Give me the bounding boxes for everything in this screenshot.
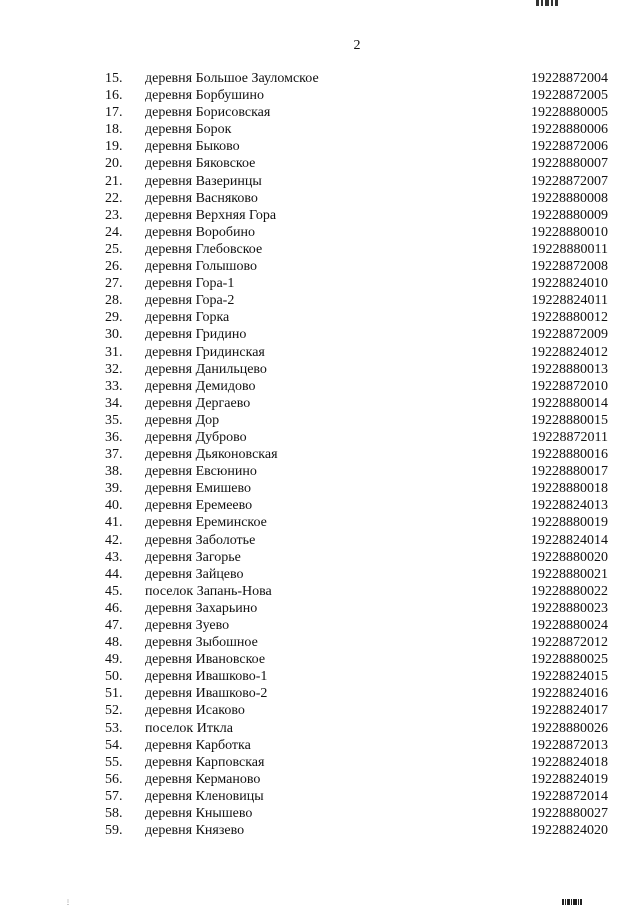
settlement-code: 19228824013 [531, 498, 608, 514]
settlement-code: 19228872014 [531, 788, 608, 804]
settlement-code: 19228824020 [531, 823, 608, 839]
list-row [0, 480, 640, 497]
list-row [0, 532, 640, 549]
settlement-name: поселок Иткла [145, 720, 233, 736]
list-row [0, 805, 640, 822]
settlement-name: деревня Евсюнино [145, 464, 257, 480]
settlement-code: 19228824017 [531, 703, 608, 719]
row-number: 56. [105, 771, 123, 787]
row-number: 38. [105, 464, 123, 480]
settlement-name: деревня Керманово [145, 771, 261, 787]
row-number: 16. [105, 88, 123, 104]
list-row [0, 822, 640, 839]
row-number: 15. [105, 71, 123, 86]
scan-artifact-dots: ⋮ [65, 900, 71, 906]
settlement-code: 19228880025 [531, 652, 608, 668]
row-number: 36. [105, 429, 123, 445]
settlement-name: деревня Карповская [145, 754, 265, 770]
list-row [0, 549, 640, 566]
settlement-code: 19228880016 [531, 447, 608, 463]
list-row [0, 634, 640, 651]
row-number: 42. [105, 532, 123, 548]
row-number: 46. [105, 600, 123, 616]
list-row [0, 361, 640, 378]
row-number: 30. [105, 327, 123, 343]
list-row [0, 138, 640, 155]
settlement-name: деревня Князево [145, 823, 245, 839]
page-number: 2 [353, 38, 361, 53]
row-number: 22. [105, 190, 123, 206]
list-row [0, 771, 640, 788]
settlement-name: деревня Ивановское [145, 652, 266, 668]
settlement-code: 19228872008 [531, 259, 608, 275]
settlement-code: 19228824010 [531, 276, 608, 292]
row-number: 24. [105, 224, 123, 240]
settlement-name: деревня Борок [145, 122, 232, 138]
list-row [0, 429, 640, 446]
settlement-name: деревня Захарьино [145, 600, 258, 616]
row-number: 26. [105, 259, 123, 275]
settlement-code: 19228824015 [531, 669, 608, 685]
settlement-name: деревня Кленовицы [145, 788, 264, 804]
settlement-list [0, 70, 640, 839]
row-number: 39. [105, 481, 123, 497]
settlement-code: 19228880027 [531, 806, 608, 822]
list-row [0, 514, 640, 531]
list-row [0, 121, 640, 138]
settlement-code: 19228880023 [531, 600, 608, 616]
row-number: 57. [105, 788, 123, 804]
row-number: 28. [105, 293, 123, 309]
list-row [0, 173, 640, 190]
settlement-name: деревня Ивашково-2 [145, 686, 268, 702]
settlement-code: 19228880015 [531, 412, 608, 428]
settlement-code: 19228880005 [531, 105, 608, 121]
row-number: 47. [105, 618, 123, 633]
settlement-name: деревня Борбушино [145, 88, 264, 104]
settlement-name: деревня Большое Зауломское [145, 71, 319, 86]
settlement-code: 19228880026 [531, 720, 608, 736]
settlement-code: 19228824011 [531, 293, 608, 309]
settlement-code: 19228824016 [531, 686, 608, 702]
settlement-code: 19228824019 [531, 771, 608, 787]
settlement-code: 19228880020 [531, 549, 608, 565]
row-number: 23. [105, 207, 123, 223]
settlement-name: деревня Зуево [145, 618, 230, 633]
settlement-code: 19228880024 [531, 618, 608, 633]
row-number: 44. [105, 566, 123, 582]
list-row [0, 292, 640, 309]
settlement-name: деревня Еремеево [145, 498, 253, 514]
settlement-name: деревня Голышово [145, 259, 257, 275]
settlement-name: деревня Загорье [145, 549, 241, 565]
settlement-name: деревня Дергаево [145, 395, 251, 411]
settlement-code: 19228824018 [531, 754, 608, 770]
settlement-code: 19228872004 [531, 71, 608, 86]
row-number: 49. [105, 652, 123, 668]
settlement-code: 19228880012 [531, 310, 608, 326]
settlement-name: деревня Горка [145, 310, 230, 326]
settlement-code: 19228872006 [531, 139, 608, 155]
list-row [0, 463, 640, 480]
settlement-name: деревня Борисовская [145, 105, 271, 121]
row-number: 58. [105, 806, 123, 822]
list-row [0, 241, 640, 258]
settlement-name: деревня Дор [145, 412, 220, 428]
list-row [0, 685, 640, 702]
settlement-name: деревня Быково [145, 139, 240, 155]
row-number: 43. [105, 549, 123, 565]
settlement-name: деревня Кнышево [145, 806, 253, 822]
row-number: 54. [105, 737, 123, 753]
settlement-code: 19228872005 [531, 88, 608, 104]
list-row [0, 412, 640, 429]
list-row [0, 583, 640, 600]
settlement-name: деревня Заболотье [145, 532, 256, 548]
row-number: 31. [105, 344, 123, 360]
list-row [0, 309, 640, 326]
list-row [0, 737, 640, 754]
settlement-name: деревня Верхняя Гора [145, 207, 277, 223]
settlement-code: 19228880019 [531, 515, 608, 531]
settlement-name: деревня Воробино [145, 224, 256, 240]
list-row [0, 207, 640, 224]
list-row [0, 754, 640, 771]
settlement-name: деревня Дьяконовская [145, 447, 278, 463]
list-row [0, 788, 640, 805]
settlement-code: 19228880010 [531, 224, 608, 240]
barcode-mark [562, 899, 584, 905]
settlement-code: 19228880018 [531, 481, 608, 497]
settlement-name: деревня Емишево [145, 481, 252, 497]
row-number: 50. [105, 669, 123, 685]
settlement-name: деревня Глебовское [145, 241, 263, 257]
settlement-code: 19228880006 [531, 122, 608, 138]
list-row [0, 446, 640, 463]
settlement-name: деревня Вазеринцы [145, 173, 262, 189]
list-row [0, 87, 640, 104]
list-row [0, 378, 640, 395]
settlement-code: 19228880014 [531, 395, 608, 411]
list-row [0, 344, 640, 361]
list-row [0, 190, 640, 207]
row-number: 37. [105, 447, 123, 463]
settlement-name: поселок Запань-Нова [145, 583, 272, 599]
settlement-name: деревня Васняково [145, 190, 258, 206]
row-number: 25. [105, 241, 123, 257]
list-row [0, 326, 640, 343]
row-number: 33. [105, 378, 123, 394]
list-row [0, 104, 640, 121]
list-row [0, 668, 640, 685]
row-number: 34. [105, 395, 123, 411]
list-row [0, 651, 640, 668]
row-number: 41. [105, 515, 123, 531]
settlement-code: 19228872011 [531, 429, 608, 445]
row-number: 52. [105, 703, 123, 719]
list-row [0, 720, 640, 737]
settlement-code: 19228880009 [531, 207, 608, 223]
corner-scan-mark [536, 0, 558, 7]
settlement-code: 19228880008 [531, 190, 608, 206]
list-row [0, 702, 640, 719]
settlement-code: 19228872007 [531, 173, 608, 189]
settlement-name: деревня Гридино [145, 327, 247, 343]
settlement-name: деревня Бяковское [145, 156, 256, 172]
row-number: 32. [105, 361, 123, 377]
list-row [0, 566, 640, 583]
settlement-name: деревня Гора-1 [145, 276, 235, 292]
row-number: 17. [105, 105, 123, 121]
list-row [0, 224, 640, 241]
settlement-code: 19228872009 [531, 327, 608, 343]
settlement-name: деревня Зыбошное [145, 635, 258, 651]
row-number: 18. [105, 122, 123, 138]
row-number: 19. [105, 139, 123, 155]
row-number: 35. [105, 412, 123, 428]
row-number: 21. [105, 173, 123, 189]
settlement-name: деревня Карботка [145, 737, 251, 753]
row-number: 29. [105, 310, 123, 326]
row-number: 59. [105, 823, 123, 839]
row-number: 27. [105, 276, 123, 292]
row-number: 48. [105, 635, 123, 651]
settlement-code: 19228880013 [531, 361, 608, 377]
settlement-name: деревня Зайцево [145, 566, 244, 582]
settlement-code: 19228872010 [531, 378, 608, 394]
settlement-name: деревня Гридинская [145, 344, 265, 360]
settlement-name: деревня Ереминское [145, 515, 267, 531]
row-number: 53. [105, 720, 123, 736]
list-row [0, 70, 640, 87]
settlement-name: деревня Дуброво [145, 429, 247, 445]
list-row [0, 258, 640, 275]
settlement-code: 19228880011 [531, 241, 608, 257]
settlement-code: 19228880022 [531, 583, 608, 599]
row-number: 20. [105, 156, 123, 172]
row-number: 51. [105, 686, 123, 702]
row-number: 40. [105, 498, 123, 514]
row-number: 55. [105, 754, 123, 770]
settlement-code: 19228824014 [531, 532, 608, 548]
settlement-name: деревня Ивашково-1 [145, 669, 268, 685]
settlement-name: деревня Данильцево [145, 361, 267, 377]
settlement-name: деревня Исаково [145, 703, 245, 719]
settlement-name: деревня Демидово [145, 378, 256, 394]
settlement-code: 19228880017 [531, 464, 608, 480]
settlement-code: 19228880007 [531, 156, 608, 172]
settlement-code: 19228872012 [531, 635, 608, 651]
settlement-code: 19228824012 [531, 344, 608, 360]
list-row [0, 617, 640, 634]
list-row [0, 600, 640, 617]
row-number: 45. [105, 583, 123, 599]
settlement-code: 19228880021 [531, 566, 608, 582]
settlement-code: 19228872013 [531, 737, 608, 753]
list-row [0, 275, 640, 292]
list-row [0, 155, 640, 172]
list-row [0, 497, 640, 514]
list-row [0, 395, 640, 412]
settlement-name: деревня Гора-2 [145, 293, 235, 309]
